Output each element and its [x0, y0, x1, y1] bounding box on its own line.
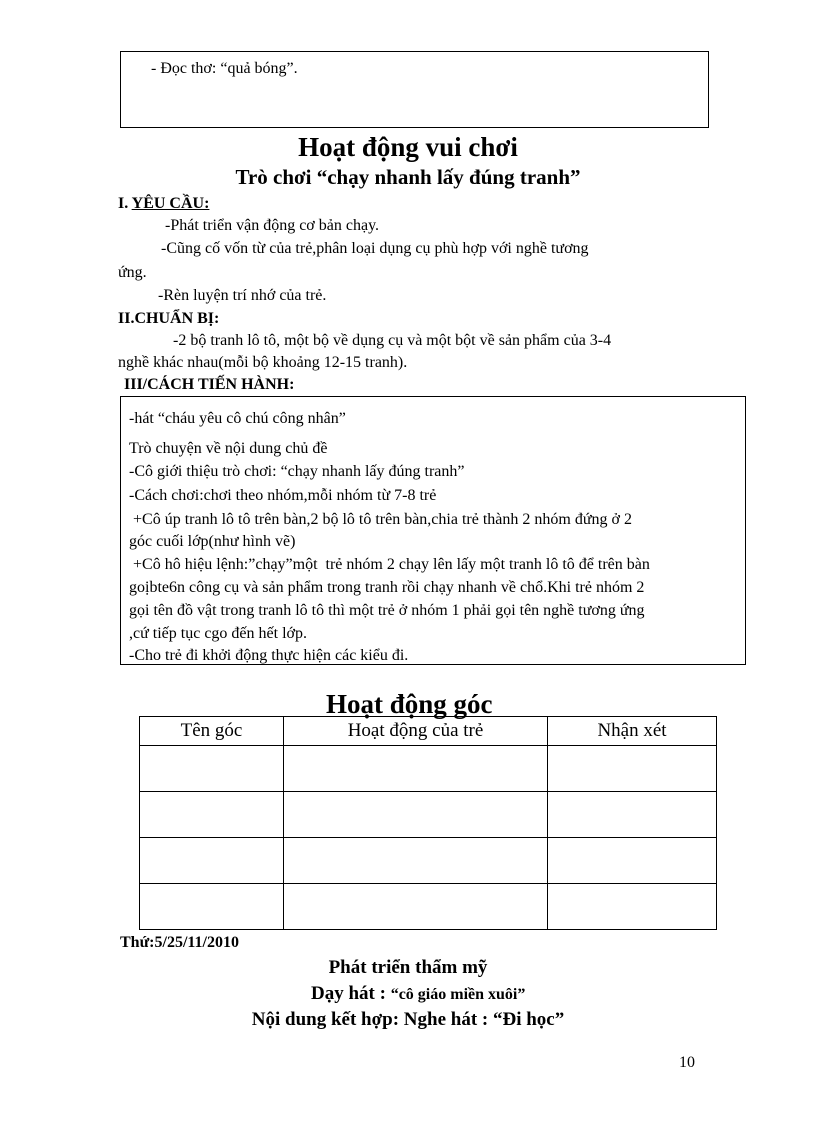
requirement-2a: -Cũng cố vốn từ của trẻ,phân loại dụng cụ phù hợp với nghề tương: [161, 240, 589, 257]
table-row: [140, 838, 717, 884]
table-cell: [140, 792, 284, 838]
top-box: [120, 51, 709, 128]
teach-label: Dạy hát :: [311, 983, 391, 1004]
game-title: Hoạt động vui chơi: [298, 132, 518, 162]
procedure-line-7: +Cô hô hiệu lệnh:”chạy”một trẻ nhóm 2 chạy lên lấy một tranh lô tô để trên bàn: [129, 556, 650, 573]
game-subtitle: Trò chơi “chạy nhanh lấy đúng tranh”: [235, 165, 581, 189]
poem-line: - Đọc thơ: “quả bóng”.: [151, 60, 298, 77]
teach-song: “cô giáo miền xuôi”: [390, 986, 526, 1003]
table-cell: [140, 746, 284, 792]
preparation-1a: -2 bộ tranh lô tô, một bộ về dụng cụ và một bột về sản phẩm của 3-4: [173, 332, 612, 349]
header-corner-name: Tên góc: [140, 717, 284, 746]
procedure-box: [120, 396, 746, 665]
table-cell: [284, 746, 548, 792]
requirements-label: YÊU CẦU:: [131, 195, 210, 212]
procedure-line-1: -hát “cháu yêu cô chú công nhân”: [129, 410, 346, 427]
table-row: [140, 884, 717, 930]
table-cell: [140, 884, 284, 930]
preparation-1b: nghề khác nhau(mỗi bộ khoảng 12-15 tranh).: [118, 354, 408, 371]
procedure-line-9: gọi tên đồ vật trong tranh lô tô thì một trẻ ở nhóm 1 phải gọi tên nghề tương ứng: [129, 602, 645, 619]
preparation-heading: II.CHUẨN BỊ:: [118, 310, 220, 327]
table-row: [140, 792, 717, 838]
teach-song-line: [311, 982, 525, 1007]
table-cell: [548, 792, 717, 838]
procedure-line-6: góc cuối lớp(như hình vẽ): [129, 533, 296, 550]
procedure-line-3: -Cô giới thiệu trò chơi: “chạy nhanh lấy đúng tranh”: [129, 463, 465, 480]
requirements-heading: [118, 194, 209, 214]
subject-title: Phát triển thẩm mỹ: [328, 957, 488, 978]
combined-content: Nội dung kết hợp: Nghe hát : “Đi học”: [251, 1009, 565, 1030]
requirement-3: -Rèn luyện trí nhớ của trẻ.: [158, 287, 327, 304]
procedure-line-5: +Cô úp tranh lô tô trên bàn,2 bộ lô tô trên bàn,chia trẻ thành 2 nhóm đứng ở 2: [129, 511, 632, 528]
page-number: 10: [679, 1054, 695, 1071]
header-child-activity: Hoạt động của trẻ: [284, 717, 548, 746]
requirement-1: -Phát triển vận động cơ bản chạy.: [165, 217, 380, 234]
procedure-line-10: ,cứ tiếp tục cgo đến hết lớp.: [129, 625, 307, 642]
table-cell: [548, 746, 717, 792]
date-line: Thứ:5/25/11/2010: [120, 934, 239, 951]
procedure-heading: III/CÁCH TIẾN HÀNH:: [124, 376, 295, 393]
header-remarks: Nhận xét: [548, 717, 717, 746]
table-header-row: [140, 717, 717, 746]
procedure-line-4: -Cách chơi:chơi theo nhóm,mỗi nhóm từ 7-8 trẻ: [129, 487, 437, 504]
table-cell: [284, 838, 548, 884]
table-row: [140, 746, 717, 792]
table-cell: [140, 838, 284, 884]
procedure-line-8: goịbte6n công cụ và sản phẩm trong tranh rồi chạy nhanh về chổ.Khi trẻ nhóm 2: [129, 579, 645, 596]
table-cell: [548, 838, 717, 884]
requirement-2b: ứng.: [118, 264, 147, 281]
table-cell: [284, 792, 548, 838]
corner-activity-table: [139, 716, 717, 930]
corner-title: Hoạt động góc: [326, 689, 493, 719]
procedure-line-11: -Cho trẻ đi khởi động thực hiện các kiểu đi.: [129, 647, 409, 664]
table-cell: [548, 884, 717, 930]
requirements-number: I.: [118, 195, 132, 212]
table-cell: [284, 884, 548, 930]
procedure-line-2: Trò chuyện về nội dung chủ đề: [129, 440, 328, 457]
